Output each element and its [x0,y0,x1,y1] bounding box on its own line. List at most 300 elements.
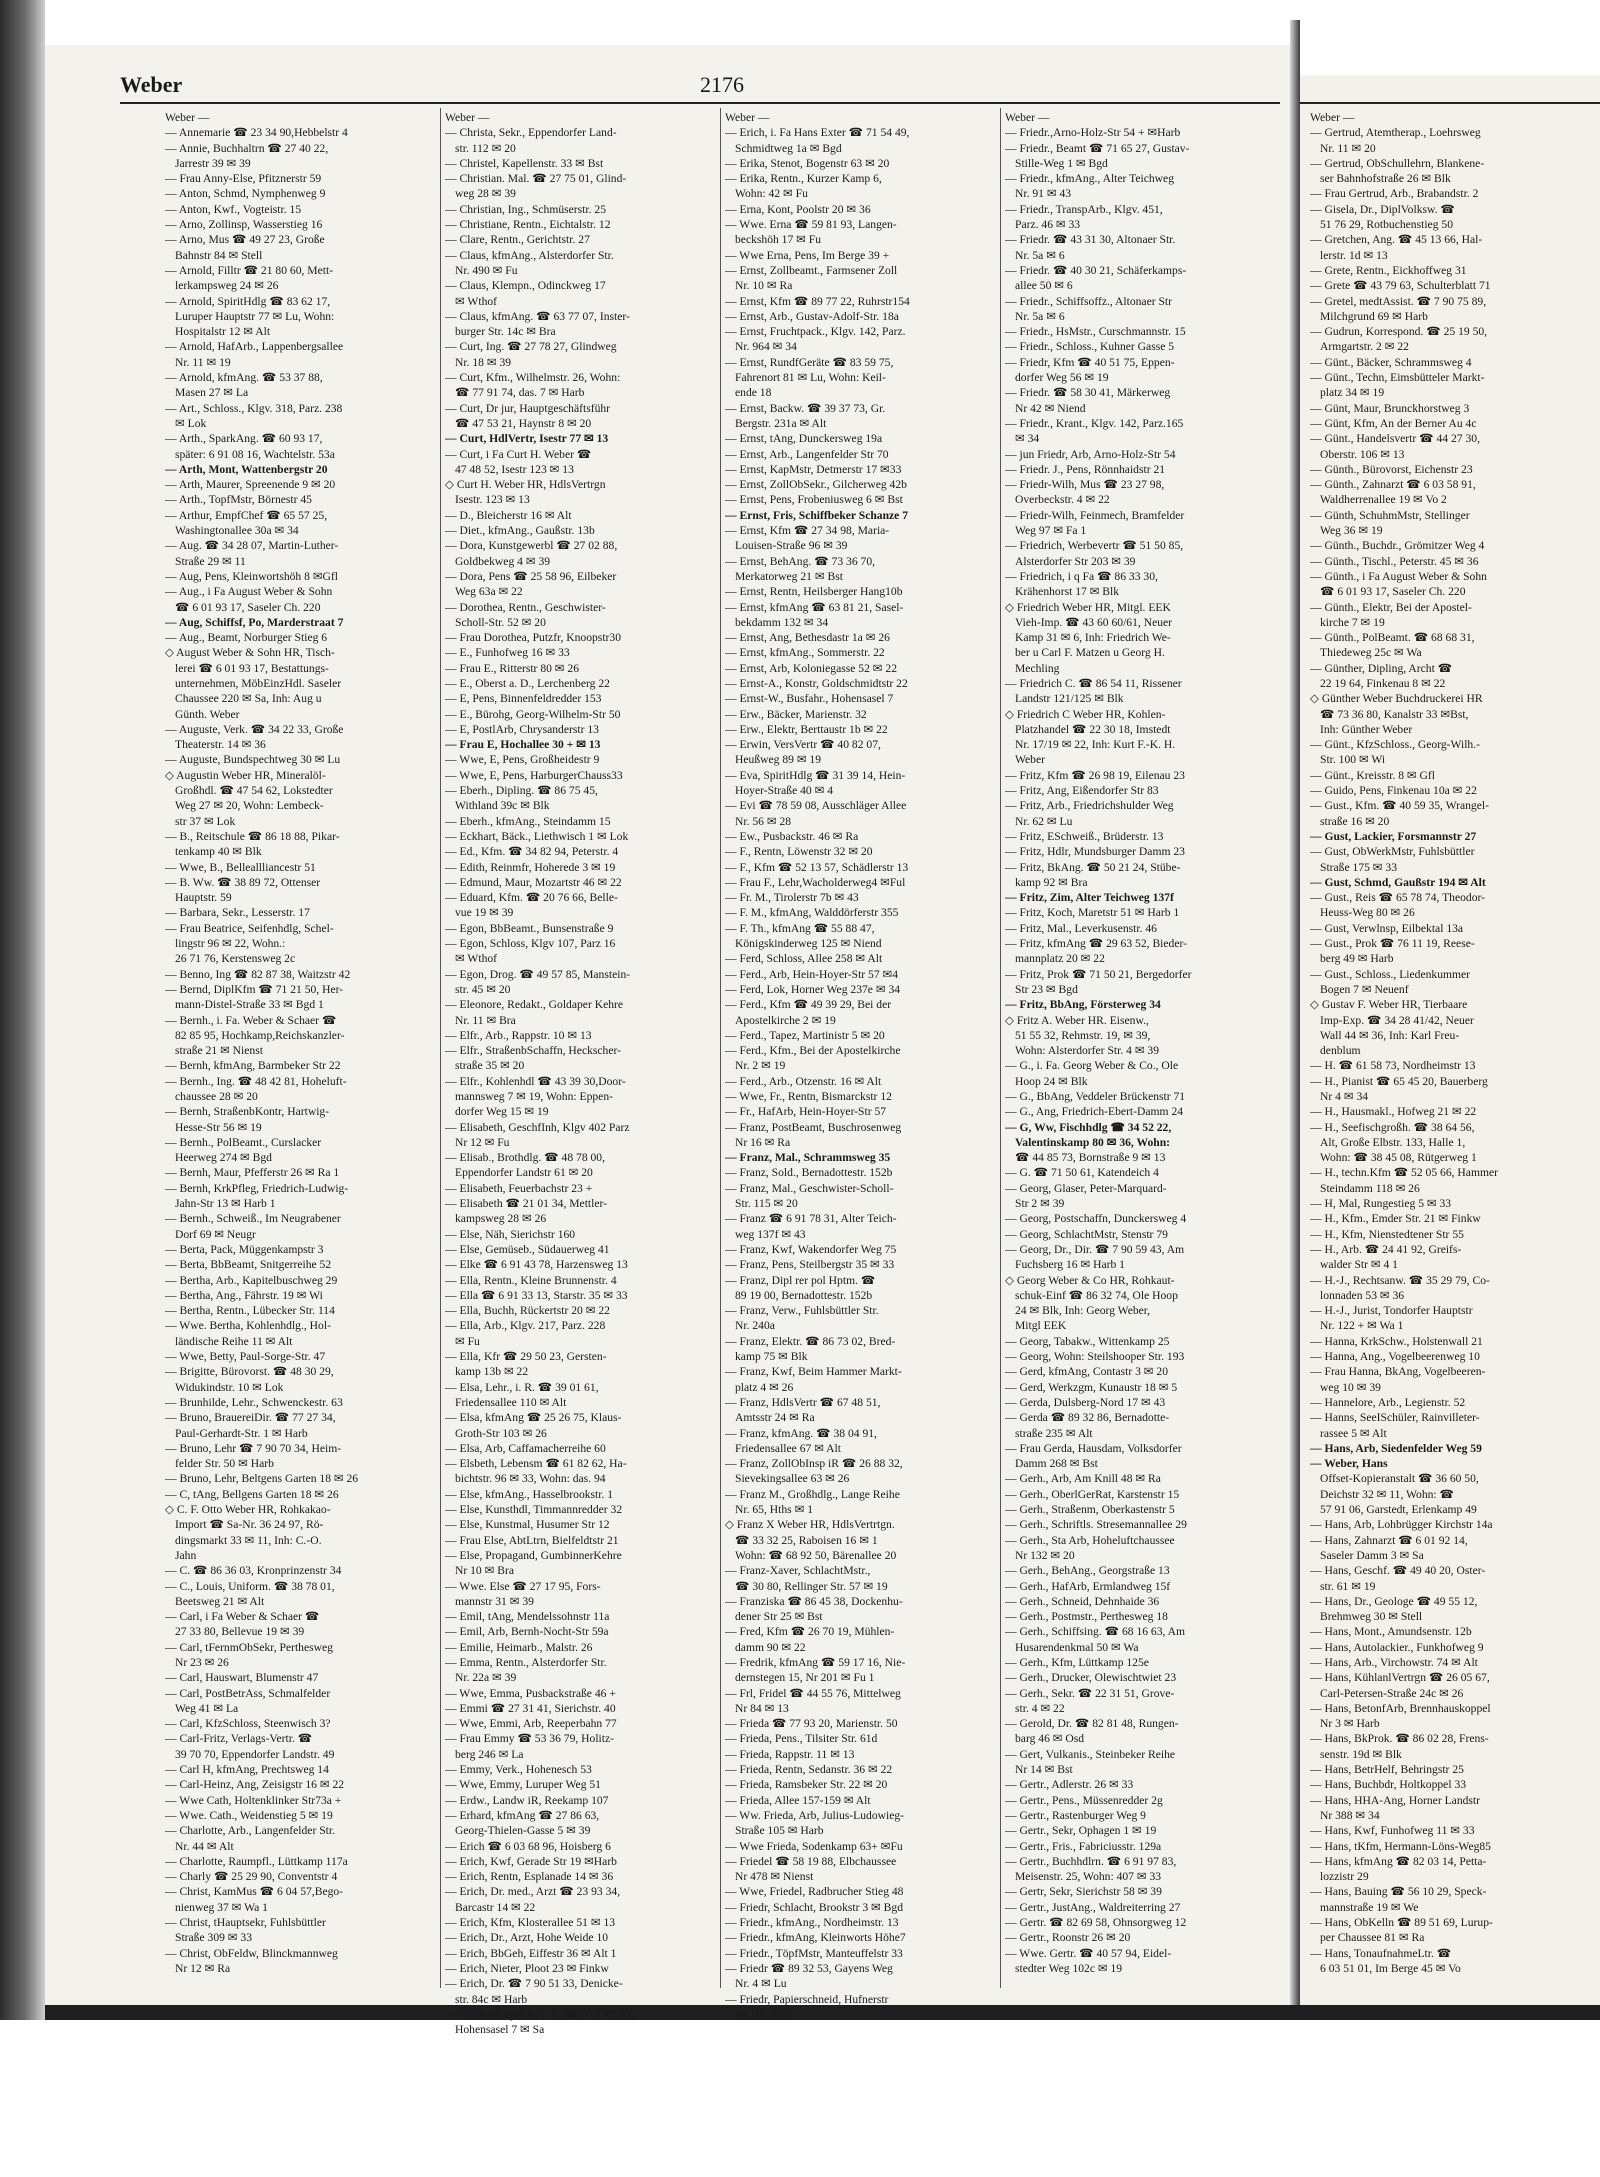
directory-entry: platz 4 ✉ 26 [735,1380,794,1394]
directory-entry: — H., Kfm, Nienstedtener Str 55 [1310,1227,1464,1241]
directory-entry: — Hans, KühlanlVertrgn ☎ 26 05 67, [1310,1671,1490,1685]
directory-entry: — Gretchen, Ang. ☎ 45 13 66, Hal- [1310,233,1483,247]
directory-entry: Heuss-Weg 80 ✉ 26 [1320,906,1415,920]
directory-entry: Fahrenort 81 ✉ Lu, Wohn: Keil- [735,371,886,385]
directory-entry: — Friedr.,Arno-Holz-Str 54 + ✉Harb [1005,126,1181,140]
directory-entry: — Gust., Prok ☎ 76 11 19, Reese- [1310,937,1475,951]
directory-entry: 51 76 29, Rotbuchenstieg 50 [1320,218,1453,232]
directory-entry: — Emil, Arb, Bernh-Nocht-Str 59a [445,1625,609,1639]
directory-entry: — Franz, Sold., Bernadottestr. 152b [725,1166,893,1180]
directory-entry: str. 112 ✉ 20 [455,141,516,155]
directory-entry: — Georg, SchlachtMstr, Stenstr 79 [1005,1227,1168,1241]
directory-entry: — Hans, Geschf. ☎ 49 40 20, Oster- [1310,1564,1486,1578]
directory-entry: Nr. 11 ✉ 19 [175,355,231,369]
directory-entry: — Bertha, Arb., Kapitelbuschweg 29 [165,1273,338,1287]
directory-entry: — Gerh., Schneid, Dehnhaide 36 [1005,1594,1160,1608]
directory-entry: — Ernst, RundfGeräte ☎ 83 59 75, [725,355,894,369]
directory-entry: Import ☎ Sa-Nr. 36 24 97, Rö- [175,1518,324,1532]
directory-entry: — Georg, Wohn: Steilshooper Str. 193 [1005,1350,1185,1364]
directory-entry: Kamp 31 ✉ 6, Inh: Friedrich We- [1015,631,1171,645]
directory-entry: — Egon, Drog. ☎ 49 57 85, Manstein- [445,967,631,981]
directory-entry: — Friedr, Kfm ☎ 40 51 75, Eppen- [1005,355,1175,369]
directory-entry: — Bernh, KrkPfleg, Friedrich-Ludwig- [165,1181,349,1195]
directory-entry: — B. Ww. ☎ 38 89 72, Ottenser [165,875,321,889]
directory-entry: Heußweg 89 ✉ 19 [735,753,822,767]
directory-entry: — Wwe. Cath., Weidenstieg 5 ✉ 19 [165,1808,333,1822]
directory-entry: Amtsstr 24 ✉ Ra [735,1411,815,1425]
directory-entry: — Gust, Lackier, Forsmannstr 27 [1310,829,1477,843]
directory-entry: str. 45 ✉ 20 [455,982,511,996]
directory-entry: Nr 16 ✉ Ra [735,1135,791,1149]
directory-entry: ☎ 30 80, Rellinger Str. 57 ✉ 19 [735,1579,888,1593]
directory-entry: weg 28 ✉ 39 [455,187,516,201]
directory-entry: — Friedr., Schloss., Kuhner Gasse 5 [1005,340,1175,354]
directory-entry: Nr 84 ✉ 13 [735,1701,789,1715]
directory-entry: — Elisabeth, GeschfInh, Klgv 402 Parz [445,1120,630,1134]
directory-entry: Nr. 18 ✉ 39 [455,355,512,369]
directory-entry: Nr. 2 ✉ 19 [735,1059,786,1073]
directory-entry: — Friedr-Wilh, Mus ☎ 23 27 98, [1005,478,1165,492]
directory-entry: ◇ Gustav F. Weber HR, Tierbaare [1310,998,1468,1012]
directory-entry: — Ferd., Kfm., Bei der Apostelkirche [725,1044,901,1058]
directory-entry: — Fredrik, kfmAng ☎ 59 17 16, Nie- [725,1655,906,1669]
directory-entry: — Elfr., Arb., Rappstr. 10 ✉ 13 [445,1028,592,1042]
directory-entry: walder Str ✉ 4 1 [1320,1258,1398,1272]
directory-entry: — F., Kfm ☎ 52 13 57, Schädlerstr 13 [725,860,909,874]
directory-entry: Masen 27 ✉ La [175,386,249,400]
directory-entry: Overbeckstr. 4 ✉ 22 [1015,493,1110,507]
directory-entry: — Ella, Arb., Klgv. 217, Parz. 228 [445,1319,606,1333]
directory-entry: — Bernd, DiplKfm ☎ 71 21 50, Her- [165,982,344,996]
directory-entry: — Gert, Vulkanis., Steinbeker Reihe [1005,1747,1176,1761]
directory-entry: — Friedr-Wilh, Feinmech, Bramfelder [1005,508,1185,522]
directory-entry: kirche 7 ✉ 19 [1320,615,1385,629]
directory-entry: — Erich, i. Fa Hans Exter ☎ 71 54 49, [725,126,910,140]
directory-entry: ◇ Günther Weber Buchdruckerei HR [1310,692,1483,706]
directory-entry: Merkatorweg 21 ✉ Bst [735,569,843,583]
directory-entry: — Claus, Klempn., Odinckweg 17 [445,279,606,293]
directory-entry: — Wwe, Emma, Pusbackstraße 46 + [445,1686,616,1700]
directory-entry: Georg-Thielen-Gasse 5 ✉ 39 [455,1824,591,1838]
directory-entry: Meisenstr. 25, Wohn: 407 ✉ 33 [1015,1870,1162,1884]
directory-entry: — Eckhart, Bäck., Liethwisch 1 ✉ Lok [445,829,629,843]
directory-entry: — Bernh, kfmAng, Barmbeker Str 22 [165,1059,341,1073]
directory-entry: Großhdl. ☎ 47 54 62, Lokstedter [175,784,333,798]
directory-entry: — Erika, Stenot, Bogenstr 63 ✉ 20 [725,156,890,170]
directory-entry: — Aug., Beamt, Norburger Stieg 6 [165,631,328,645]
directory-entry: — Gertr., Fris., Fabriciusstr. 129a [1005,1839,1162,1853]
directory-entry: — Hans, HHA-Ang, Horner Landstr [1310,1793,1481,1807]
directory-entry: — Ferd, Lok, Horner Weg 237e ✉ 34 [725,982,901,996]
directory-entry: — Benno, Ing ☎ 82 87 38, Waitzstr 42 [165,967,351,981]
directory-entry: — Ferd., Tapez, Martinistr 5 ✉ 20 [725,1028,885,1042]
directory-entry: lerei ☎ 6 01 93 17, Bestattungs- [175,661,329,675]
directory-entry: — Ernst, kfmAng., Sommerstr. 22 [725,646,885,660]
directory-entry: — Erich, Hauptlehr. i. R. ☎ 6 01 67 92, [445,2007,634,2021]
directory-entry: Nr. 122 + ✉ Wa 1 [1320,1319,1404,1333]
directory-entry: barg 46 ✉ Osd [1015,1732,1085,1746]
directory-entry: — Gerh., Schriftls. Stresemannallee 29 [1005,1518,1187,1532]
directory-entry: Wall 44 ✉ 36, Inh: Karl Freu- [1320,1028,1460,1042]
directory-entry: tenkamp 40 ✉ Blk [175,845,262,859]
directory-entry: — Annemarie ☎ 23 34 90,Hebbelstr 4 [165,126,348,140]
directory-entry: — H., Seefischgroßh. ☎ 38 64 56, [1310,1120,1475,1134]
directory-column-5 [1310,110,1595,1976]
directory-entry: mannsweg 7 ✉ 19, Wohn: Eppen- [455,1090,613,1103]
directory-entry: — Eva, SpiritHdlg ☎ 31 39 14, Hein- [725,768,906,782]
directory-entry: — Ernst, Pens, Frobeniusweg 6 ✉ Bst [725,493,903,507]
directory-entry: — Wwe, B., Belleallliancestr 51 [165,860,316,874]
directory-entry: Husarendenkmal 50 ✉ Wa [1015,1640,1139,1654]
directory-entry: weg 10 ✉ 39 [1320,1380,1381,1394]
directory-entry: — Friedrich, Werbevertr ☎ 51 50 85, [1005,539,1184,553]
directory-entry: — Brigitte, Bürovorst. ☎ 48 30 29, [165,1365,334,1379]
directory-entry: — Else, kfmAng., Hasselbrookstr. 1 [445,1487,614,1501]
book-gutter [1290,20,1300,2010]
directory-entry: — Hanna, KrkSchw., Holstenwall 21 [1310,1334,1483,1348]
directory-entry: — Carl, PostBetrAss, Schmalfelder [165,1686,331,1700]
directory-entry: kampsweg 28 ✉ 26 [455,1212,547,1226]
directory-entry: — Ella, Kfr ☎ 29 50 23, Gersten- [445,1350,607,1364]
directory-entry: — Elsa, kfmAng ☎ 25 26 75, Klaus- [445,1411,622,1425]
directory-entry: Alsterdorfer Str 203 ✉ 39 [1015,554,1136,568]
directory-entry: — Bruno, Lehr ☎ 7 90 70 34, Heim- [165,1441,342,1455]
directory-entry: Friedensallee 67 ✉ Alt [735,1441,841,1455]
directory-entry: — Georg, Glaser, Peter-Marquard- [1005,1181,1167,1195]
directory-entry: Nr. 56 ✉ 28 [735,814,792,828]
directory-entry: — Bernh, Maur, Pfefferstr 26 ✉ Ra 1 [165,1166,340,1180]
directory-entry: — Ernst-W., Busfahr., Hohensasel 7 [725,692,894,706]
directory-entry: bichtstr. 96 ✉ 33, Wohn: das. 94 [455,1472,606,1486]
directory-entry: kamp 92 ✉ Bra [1015,875,1088,889]
directory-entry: — Gerh., Schiffsing. ☎ 68 16 63, Am [1005,1625,1186,1639]
directory-entry: Nr. 10 ✉ Ra [735,279,793,293]
directory-entry: unternehmen, MöbEinzHdl. Saseler [175,676,342,690]
directory-entry: Nr. 4 ✉ Lu [735,1977,787,1991]
directory-entry: vue 19 ✉ 39 [455,906,514,920]
directory-entry: — Else, Propagand, GumbinnerKehre [445,1548,622,1562]
directory-entry: Str. 100 ✉ Wi [1320,753,1386,767]
directory-entry: 22 19 64, Finkenau 8 ✉ 22 [1320,676,1446,690]
directory-entry: — Elsbeth, Lebensm ☎ 61 82 62, Ha- [445,1457,627,1471]
directory-entry: ☎ 6 01 93 17, Saseler Ch. 220 [1320,585,1466,599]
directory-entry: — Gerh., Drucker, Olewischtwiet 23 [1005,1671,1177,1685]
directory-entry: — Franz, kfmAng. ☎ 38 04 91, [725,1426,877,1440]
directory-entry: — Bernh., PolBeamt., Curslacker [165,1135,322,1149]
directory-entry: 27 33 80, Bellevue 19 ✉ 39 [175,1625,305,1639]
directory-entry: — Erich, Kfm, Klosterallee 51 ✉ 13 [445,1916,616,1930]
directory-entry: — Annie, Buchhaltrn ☎ 27 40 22, [165,141,329,155]
directory-entry: — F. M., kfmAng, Walddörferstr 355 [725,906,899,920]
directory-entry: — Aug., i Fa August Weber & Sohn [165,585,333,599]
directory-entry: — Bertha, Rentn., Lübecker Str. 114 [165,1304,335,1318]
directory-entry: — Elke ☎ 6 91 43 78, Harzensweg 13 [445,1258,628,1272]
directory-entry: — Arth, Maurer, Spreenende 9 ✉ 20 [165,478,336,492]
directory-entry: straße 21 ✉ Nienst [175,1044,263,1058]
directory-entry: — Diet., kfmAng., Gaußstr. 13b [445,524,595,538]
directory-entry: chaussee 28 ✉ 20 [175,1090,258,1103]
directory-entry: — Gust, ObWerkMstr, Fuhlsbüttler [1310,845,1475,859]
directory-entry: — Christiane, Rentn., Eichtalstr. 12 [445,218,611,232]
directory-entry: — Bernh., Schweiß., Im Neugrabener [165,1212,341,1226]
directory-entry: — Emilie, Heimarb., Malstr. 26 [445,1640,593,1654]
directory-entry: — Wwe, E, Pens, HarburgerChauss33 [445,768,623,782]
directory-entry: — Arnold, HafArb., Lappenbergsallee [165,340,344,354]
directory-entry: — Fritz, Prok ☎ 71 50 21, Bergedorfer [1005,967,1192,981]
directory-entry: — Erdw., Landw iR, Reekamp 107 [445,1793,609,1807]
directory-entry: mannplatz 20 ✉ 22 [1015,952,1105,966]
directory-entry: dorfer Weg 56 ✉ 19 [1015,371,1109,385]
directory-entry: — Christa, Sekr., Eppendorfer Land- [445,126,617,140]
directory-entry: Hoop 24 ✉ Blk [1015,1074,1088,1088]
directory-entry: Nr 4 ✉ 34 [1320,1090,1369,1103]
directory-entry: Nr 12 ✉ Fu [455,1135,510,1149]
directory-entry: 47 48 52, Isestr 123 ✉ 13 [455,462,574,476]
directory-entry: — Erich, Dr., Arzt, Hohe Weide 10 [445,1931,609,1945]
directory-entry: — Günther, Dipling, Archt ☎ [1310,661,1453,675]
directory-entry: — Bernh., i. Fa. Weber & Schaer ☎ [165,1013,337,1027]
directory-entry: — Wwe. Erna ☎ 59 81 93, Langen- [725,218,897,232]
directory-entry: — Bernh., Ing. ☎ 48 42 81, Hoheluft- [165,1074,347,1088]
directory-entry: — Christel, Kapellenstr. 33 ✉ Bst [445,156,604,170]
directory-entry: straße 16 ✉ 20 [1320,814,1390,828]
directory-entry: — Wwe, Betty, Paul-Sorge-Str. 47 [165,1350,326,1364]
directory-entry: — Franz, HdlsVertr ☎ 67 48 51, [725,1395,881,1409]
directory-entry: — Günth., Tischl., Peterstr. 45 ✉ 36 [1310,554,1479,568]
directory-entry: — Bertha, Ang., Fährstr. 19 ✉ Wi [165,1288,323,1302]
directory-entry: — Fritz, BbAng, Försterweg 34 [1005,998,1161,1012]
directory-entry: — Hanns, SeeISchüler, Rainvilleter- [1310,1411,1480,1425]
directory-entry: — Günth., i Fa August Weber & Sohn [1310,569,1487,583]
facing-header-rule [1300,102,1600,104]
directory-entry: — Ernst-A., Konstr, Goldschmidtstr 22 [725,676,908,690]
directory-entry: — Ernst, Arb, Koloniegasse 52 ✉ 22 [725,661,898,675]
directory-entry: Chaussee 220 ✉ Sa, Inh: Aug u [175,692,322,706]
directory-entry: — Gerh., BehAng., Georgstraße 13 [1005,1564,1170,1578]
directory-entry: — Carl, i Fa Weber & Schaer ☎ [165,1610,320,1624]
directory-entry: — Gerh., OberlGerRat, Karstenstr 15 [1005,1487,1180,1501]
directory-entry: — Franz ☎ 6 91 78 31, Alter Teich- [725,1212,897,1226]
directory-entry: — Arthur, EmpfChef ☎ 65 57 25, [165,508,328,522]
directory-entry: — Wwe, Friedel, Radbrucher Stieg 48 [725,1885,904,1899]
directory-entry: — Gust., Schloss., Liedenkummer [1310,967,1471,981]
directory-entry: Nr 23 ✉ 26 [175,1655,229,1669]
directory-entry: — Frieda, Allee 157-159 ✉ Alt [725,1793,871,1807]
directory-entry: Nr. 5a ✉ 6 [1015,248,1065,262]
directory-entry: — Auguste, Bundspechtweg 30 ✉ Lu [165,753,341,767]
directory-entry: — Ferd., Arb., Otzenstr. 16 ✉ Alt [725,1074,882,1088]
directory-entry: — Ernst, BehAng. ☎ 73 36 70, [725,554,876,568]
directory-entry: — Clare, Rentn., Gerichtstr. 27 [445,233,590,247]
directory-entry: Nr. 5a ✉ 6 [1015,309,1065,323]
directory-entry: mann-Distel-Straße 33 ✉ Bgd 1 [175,998,324,1012]
directory-entry: — Günt., Kreisstr. 8 ✉ Gfl [1310,768,1436,782]
directory-entry: — Hanna, Ang., Vogelbeerenweg 10 [1310,1350,1480,1364]
directory-entry: senstr. 19d ✉ Blk [1320,1747,1402,1761]
directory-entry: — Fritz, ESchweiß., Brüderstr. 13 [1005,829,1164,843]
directory-entry: platz 34 ✉ 19 [1320,386,1385,400]
directory-entry: — Gerh., Straßenm, Oberkastenstr 5 [1005,1503,1175,1517]
directory-entry: — Günt., KfzSchloss., Georg-Wilh.- [1310,738,1480,752]
directory-entry: — Fritz, kfmAng ☎ 29 63 52, Bieder- [1005,937,1187,951]
directory-entry: — Fritz, BkAng. ☎ 50 21 24, Stübe- [1005,860,1181,874]
directory-entry: — Frieda ☎ 77 93 20, Marienstr. 50 [725,1717,898,1731]
directory-entry: — H., Arb. ☎ 24 41 92, Greifs- [1310,1242,1462,1256]
directory-entry: — Hans, Dr., Geologe ☎ 49 55 12, [1310,1594,1478,1608]
directory-entry: — C, tAng, Bellgens Garten 18 ✉ 26 [165,1487,339,1501]
directory-entry: — Gisela, Dr., DiplVolksw. ☎ [1310,202,1455,216]
directory-entry: — Friedr. ☎ 43 31 30, Altonaer Str. [1005,233,1176,247]
directory-entry: kamp 75 ✉ Blk [735,1350,808,1364]
directory-entry: Withland 39c ✉ Blk [455,799,550,813]
directory-entry: Günth. Weber [175,707,240,721]
column-head: Weber — [445,111,490,124]
directory-entry: 24 ✉ Blk, Inh: Georg Weber, [1015,1304,1151,1318]
directory-entry: — Günth., Buchdr., Grömitzer Weg 4 [1310,539,1485,553]
directory-entry: — Hans, Zahnarzt ☎ 6 01 92 14, [1310,1533,1468,1547]
directory-entry: — Anton, Schmd, Nymphenweg 9 [165,187,326,201]
directory-entry: — Ernst, Arb., Langenfelder Str 70 [725,447,889,461]
directory-entry: — Ernst, Fris, Schiffbeker Schanze 7 [725,508,909,522]
column-head: Weber — [1005,111,1050,124]
directory-entry: — Bernh, StraßenbKontr, Hartwig- [165,1105,330,1119]
directory-entry: straße 35 ✉ 20 [455,1059,525,1073]
directory-entry: — Ferd., Arb, Hein-Hoyer-Str 57 ✉4 [725,967,899,981]
directory-entry: Hohensasel 7 ✉ Sa [455,2023,545,2037]
directory-entry: — Fred, Kfm ☎ 26 70 19, Mühlen- [725,1625,895,1639]
directory-entry: Groth-Str 103 ✉ 26 [455,1426,547,1440]
directory-entry: — Friedrich, i q Fa ☎ 86 33 30, [1005,569,1158,583]
directory-entry: — Evi ☎ 78 59 08, Ausschläger Allee [725,799,907,813]
directory-entry: — Hans, Arb., Virchowstr. 74 ✉ Alt [1310,1655,1478,1669]
directory-entry: — Franz, Kwf, Wakendorfer Weg 75 [725,1242,897,1256]
directory-entry: — Frieda, Ramsbeker Str. 22 ✉ 20 [725,1778,888,1792]
directory-entry: Nr. 240a [735,1319,775,1333]
directory-entry: — Hans, tKfm, Hermann-Löns-Weg85 [1310,1839,1491,1853]
directory-entry: Jahn [175,1548,197,1562]
directory-entry: Straße 309 ✉ 33 [175,1931,253,1945]
directory-entry: — Elfr., Kohlenhdl ☎ 43 39 30,Door- [445,1074,626,1088]
directory-entry: — H., Kfm., Emder Str. 21 ✉ Finkw [1310,1212,1481,1226]
directory-entry: — Erich, Rentn, Esplanade 14 ✉ 36 [445,1870,614,1884]
directory-entry: — C., Louis, Uniform. ☎ 38 78 01, [165,1579,335,1593]
directory-entry: — E., Oberst a. D., Lerchenberg 22 [445,676,610,690]
directory-entry: — Hans, BetonfArb, Brennhauskoppel [1310,1701,1491,1715]
directory-entry: ◇ Franz X Weber HR, HdlsVertrtgn. [725,1518,895,1532]
directory-entry: Apostelkirche 2 ✉ 19 [735,1013,836,1027]
directory-entry: — H., techn.Kfm ☎ 52 05 66, Hammer [1310,1166,1498,1180]
directory-entry: Wohn: Alsterdorfer Str. 4 ✉ 39 [1015,1044,1160,1058]
directory-entry: — Ernst, kfmAng ☎ 63 81 21, Sasel- [725,600,904,614]
directory-entry: — Elsa, Lehr., i. R. ☎ 39 01 61, [445,1380,599,1394]
directory-entry: — Günt., Handelsvertr ☎ 44 27 30, [1310,432,1480,446]
directory-entry: — Günt., Bäcker, Schrammsweg 4 [1310,355,1472,369]
directory-entry: — Georg, Postschaffn, Dunckersweg 4 [1005,1212,1187,1226]
directory-entry: nienweg 37 ✉ Wa 1 [175,1900,268,1914]
directory-entry: dernstegen 15, Nr 201 ✉ Fu 1 [735,1671,875,1685]
directory-entry: — Frau Dorothea, Putzfr, Knoopstr30 [445,631,621,645]
directory-entry: — Carl-Heinz, Ang, Zeisigstr 16 ✉ 22 [165,1778,345,1792]
directory-entry: schuk-Einf ☎ 86 32 74, Ole Hoop [1015,1288,1178,1302]
directory-entry: Oberstr. 106 ✉ 13 [1320,447,1405,461]
directory-entry: — Erich, BbGeh, Eiffestr 36 ✉ Alt 1 [445,1946,617,1960]
directory-entry: — Franz, Mal., Geschwister-Scholl- [725,1181,894,1195]
directory-entry: — Arno, Zollinsp, Wasserstieg 16 [165,218,323,232]
directory-entry: — Hans, Arb, Lohbrügger Kirchstr 14a [1310,1518,1493,1532]
directory-entry: Valentinskamp 80 ✉ 36, Wohn: [1015,1135,1171,1149]
directory-entry: Carl-Petersen-Straße 24c ✉ 26 [1320,1686,1464,1700]
directory-entry: Nr. 17/19 ✉ 22, Inh: Kurt F.-K. H. [1015,738,1176,752]
directory-entry: lonnaden 53 ✉ 36 [1320,1288,1405,1302]
directory-entry: — Friedr., Beamt ☎ 71 65 27, Gustav- [1005,141,1190,155]
directory-entry: — Hans, ObKelln ☎ 89 51 69, Lurup- [1310,1916,1493,1930]
directory-entry: — Gertr., JustAng., Waldreiterring 27 [1005,1900,1181,1914]
directory-entry: — Erich, Nieter, Ploot 23 ✉ Finkw [445,1961,609,1975]
directory-entry: — Friedr. ☎ 40 30 21, Schäferkamps- [1005,263,1187,277]
directory-entry: — Hans, TonaufnahmeLtr. ☎ [1310,1946,1452,1960]
directory-entry: Platzhandel ☎ 22 30 18, Imstedt [1015,722,1171,736]
directory-entry: Schmidtweg 1a ✉ Bgd [735,141,842,155]
directory-entry: Deichstr 32 ✉ 11, Wohn: ☎ [1320,1487,1454,1501]
directory-entry: Damm 268 ✉ Bst [1015,1457,1098,1471]
directory-column-4 [1005,110,1275,1976]
directory-entry: Nr 132 ✉ 20 [1015,1548,1075,1562]
directory-entry: — Barbara, Sekr., Lesserstr. 17 [165,906,310,920]
directory-entry: — Arnold, SpiritHdlg ☎ 83 62 17, [165,294,331,308]
directory-entry: — Franz M., Großhdlg., Lange Reihe [725,1487,900,1501]
directory-entry: — B., Reitschule ☎ 86 18 88, Pikar- [165,829,340,843]
directory-entry: — Ww. Frieda, Arb, Julius-Ludowieg- [725,1808,905,1822]
directory-entry: — Erich ☎ 6 03 68 96, Hoisberg 6 [445,1839,611,1853]
directory-entry: — Gertrud, ObSchullehrn, Blankene- [1310,156,1485,170]
directory-entry: — Berta, BbBeamt, Snitgerreihe 52 [165,1258,332,1272]
directory-entry: — Fr. M., Tirolerstr 7b ✉ 43 [725,891,859,905]
directory-entry: — Gertr. ☎ 82 69 58, Ohnsorgweg 12 [1005,1916,1187,1930]
directory-entry: — Erich, Dr. med., Arzt ☎ 23 93 34, [445,1885,621,1899]
directory-entry: — Fritz, Koch, Maretstr 51 ✉ Harb 1 [1005,906,1180,920]
directory-entry: — Gerh., Sta Arb, Hoheluftchaussee [1005,1533,1175,1547]
directory-entry: — Friedrich C. ☎ 86 54 11, Rissener [1005,676,1182,690]
directory-entry: — Gertr., Pens., Müssenredder 2g [1005,1793,1163,1807]
directory-entry: — Georg, Dr., Dir. ☎ 7 90 59 43, Am [1005,1242,1185,1256]
directory-entry: Scholl-Str. 52 ✉ 20 [455,615,546,629]
directory-entry: — Friedr., kfmAng., Alter Teichweg [1005,172,1174,186]
directory-entry: lozzistr 29 [1320,1870,1369,1884]
directory-entry: — Erw., Bäcker, Marienstr. 32 [725,707,867,721]
directory-entry: — E., Bürohg, Georg-Wilhelm-Str 50 [445,707,621,721]
directory-entry: per Chaussee 81 ✉ Ra [1320,1931,1425,1945]
directory-entry: — Gretel, medtAssist. ☎ 7 90 75 89, [1310,294,1487,308]
directory-entry: Nr. 964 ✉ 34 [735,340,797,354]
directory-entry: — Carl H, kfmAng, Prechtsweg 14 [165,1763,329,1777]
directory-entry: — Auguste, Verk. ☎ 34 22 33, Große [165,722,344,736]
directory-entry: — Gust, Schmd, Gaußstr 194 ✉ Alt [1310,875,1486,889]
directory-entry: Str 23 ✉ Bgd [1015,982,1078,996]
directory-entry: — Gust., Reis ☎ 65 78 74, Theodor- [1310,891,1486,905]
directory-entry: — Frl, Fridel ☎ 44 55 76, Mittelweg [725,1686,901,1700]
directory-entry: — Friedr., Krant., Klgv. 142, Parz.165 [1005,416,1184,430]
directory-entry: Isestr. 123 ✉ 13 [455,493,530,507]
directory-entry: beckshöh 17 ✉ Fu [735,233,822,247]
directory-entry: — Hans, Bauing ☎ 56 10 29, Speck- [1310,1885,1487,1899]
directory-entry: — G, Ww, Fischhdlg ☎ 34 52 22, [1005,1120,1172,1134]
directory-entry: — Hans, Mont., Amundsenstr. 12b [1310,1625,1472,1639]
directory-entry: Steindamm 118 ✉ 26 [1320,1181,1420,1195]
directory-entry: ◇ Georg Weber & Co HR, Rohkaut- [1005,1273,1175,1287]
directory-entry: — Hans, BkProk. ☎ 86 02 28, Frens- [1310,1732,1489,1746]
column-head: Weber — [1310,111,1355,124]
directory-entry: Nr 388 ✉ 34 [1320,1808,1380,1822]
